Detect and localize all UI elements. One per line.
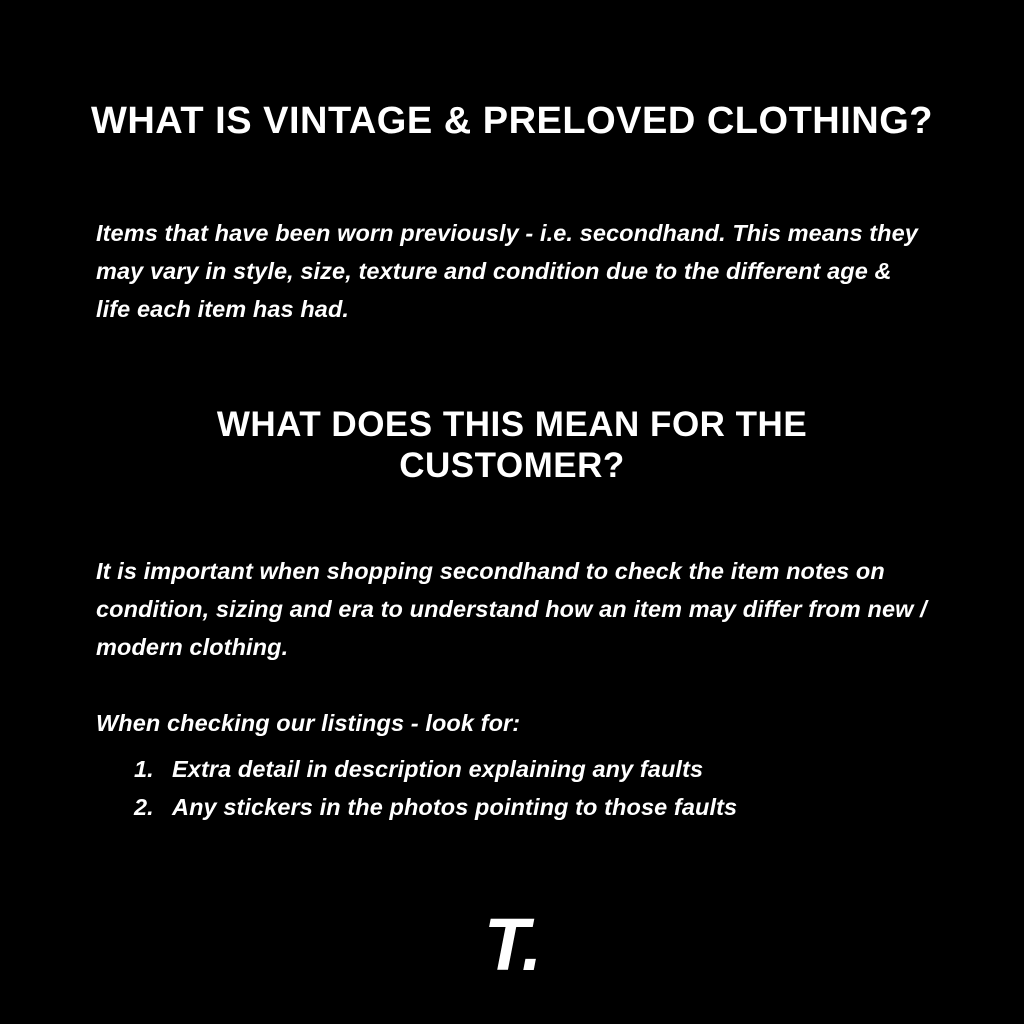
definition-paragraph: Items that have been worn previously - i.e. secondhand. This means they may vary in style, size, texture and condition due to the different age & life each item has had. — [96, 219, 918, 322]
section-heading-customer: WHAT DOES THIS MEAN FOR THE CUSTOMER? — [216, 405, 808, 486]
checklist — [96, 750, 970, 826]
brand-logo — [0, 903, 1024, 986]
logo-monogram: T. — [483, 903, 541, 986]
customer-guidance-paragraph: It is important when shopping secondhand to check the item notes on condition, sizing and era to understand how an item may differ from new / modern clothing. — [96, 557, 927, 660]
page-title: WHAT IS VINTAGE & PRELOVED CLOTHING? — [90, 100, 934, 143]
list-item: Any stickers in the photos pointing to those faults — [172, 794, 738, 821]
list-item: Extra detail in description explaining any faults — [172, 756, 704, 782]
checklist-intro: When checking our listings - look for: — [96, 709, 521, 736]
